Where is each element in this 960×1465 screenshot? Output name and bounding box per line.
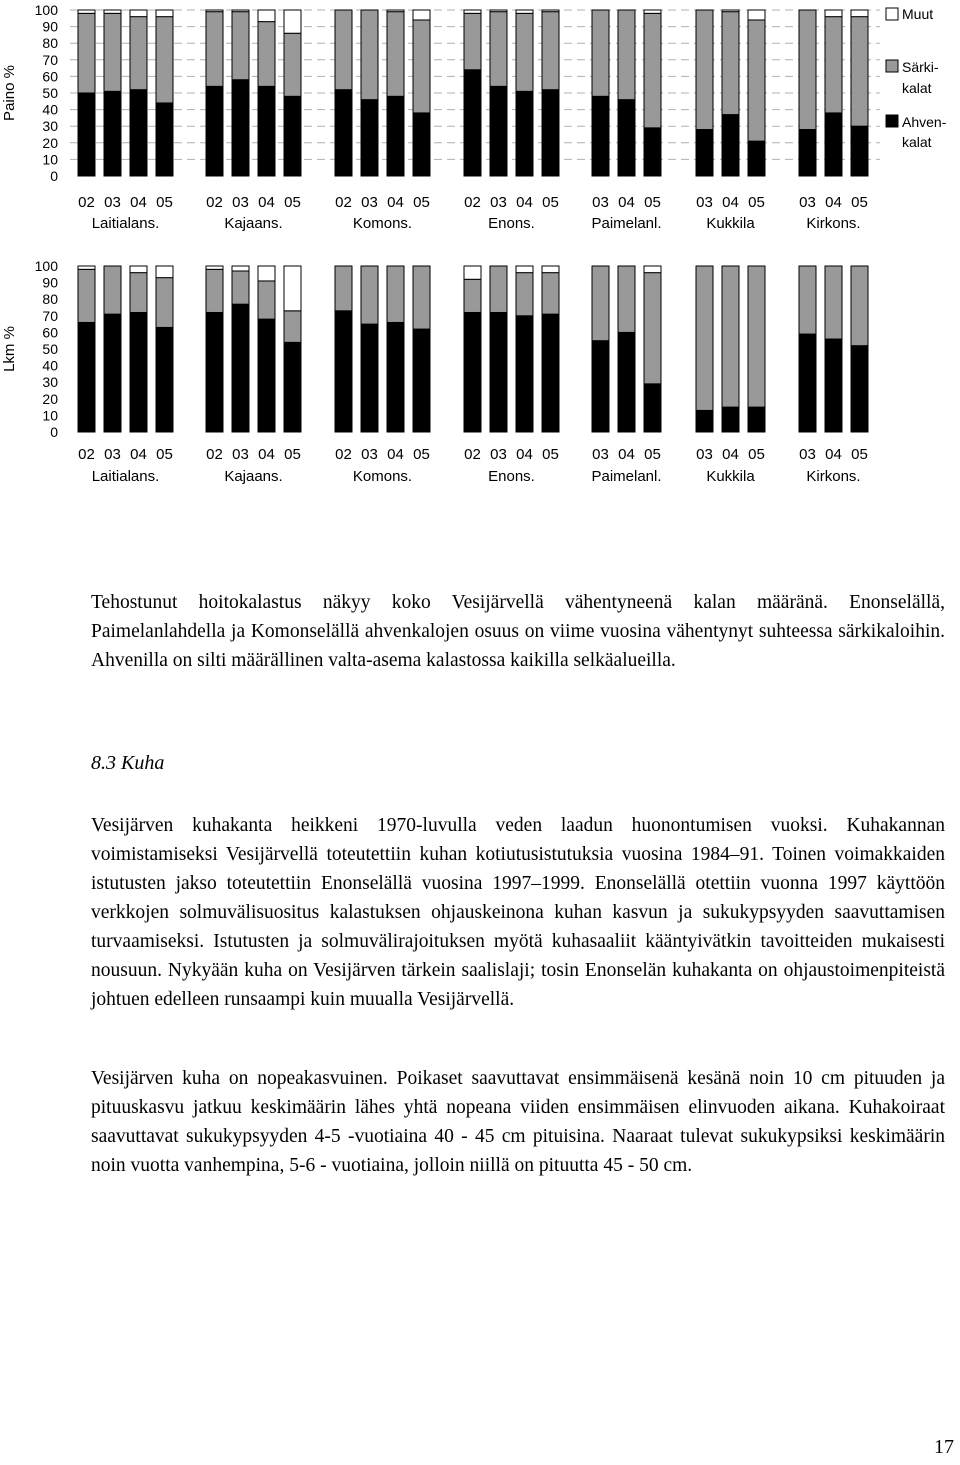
bar-sarkikalat [361,266,378,324]
bar-ahvenkalat [644,128,661,176]
bar-sarkikalat [516,273,533,316]
bar-muut [258,10,275,22]
x-tick-label-year: 02 [78,446,95,463]
bar-sarkikalat [618,10,635,100]
legend-label-muut: Muut [902,6,934,22]
x-tick-label-year: 04 [258,194,275,211]
x-group-label: Kajaans. [224,215,283,232]
legend-label-ahven-line2: kalat [902,134,932,150]
y-tick-label: 20 [42,390,58,407]
bar-muut [748,10,765,20]
bar-ahvenkalat [284,342,301,432]
bar-muut [232,266,249,271]
x-tick-label-year: 03 [799,446,816,463]
fish-composition-charts [0,0,960,500]
bar-sarkikalat [284,311,301,343]
x-tick-label-year: 04 [130,446,147,463]
bar-ahvenkalat [130,90,147,176]
paragraph-kuha-growth: Vesijärven kuha on nopeakasvuinen. Poikaset saavuttavat ensimmäisenä kesänä noin 10 cm pituuden ja pituuskasvu jatkuu keskimäärin lähes yhtä nopeana viiden ensimmäisen elinvuoden aikana. Kuhakoiraat saavuttavat sukukypsyyden 4-5 -vuotiaina 40 - 45 cm pituisina. Naaraat tulevat sukukypsiksi keskimäärin noin vuotta vanhempina, 5-6 - vuotiaina, jolloin niillä on pituutta 45 - 50 cm. [91,1068,945,1176]
bar-ahvenkalat [206,86,223,176]
bar-sarkikalat [78,13,95,93]
x-tick-label-year: 05 [413,446,430,463]
bar-sarkikalat [335,10,352,90]
bar-ahvenkalat [361,324,378,432]
paragraph-kuha-history: Vesijärven kuhakanta heikkeni 1970-luvulla veden laadun huonontumisen vuoksi. Kuhakannan voimistamiseksi Vesijärvellä toteutettiin kuhan kotiutusistutuksia vuosina 1984–91. Toinen voimakkaiden istutusten jakso toteutettiin Enonselällä vuosina 1997–1999. Enonselällä otettiin vuonna 1997 käyttöön verkkojen solmuvälisuositus kalastuksen ohjauskeinona kuhan kasvun ja sukukypsyyden saavuttamisen turvaamiseksi. Istutusten ja solmuvälirajoituksen myötä kuhasaaliit kääntyivätkin tavoitteiden mukaisesti nousuun. Nykyään kuha on Vesijärven tärkein saalislaji; tosin Enonselän kuhakanta on ohjaustoimenpiteistä johtuen edelleen runsaampi kuin muualla Vesijärvellä. [91,815,945,1010]
bar-ahvenkalat [156,327,173,432]
bar-ahvenkalat [156,103,173,176]
bar-ahvenkalat [851,346,868,432]
legend-label-ahven-line1: Ahven- [902,114,947,130]
x-tick-label-year: 03 [361,194,378,211]
bar-muut [516,266,533,273]
bar-ahvenkalat [592,96,609,176]
y-tick-label: 50 [42,85,58,101]
bar-sarkikalat [156,278,173,328]
bar-ahvenkalat [542,90,559,176]
bar-muut [490,10,507,12]
bar-ahvenkalat [104,314,121,432]
bar-sarkikalat [156,17,173,103]
bar-ahvenkalat [490,86,507,176]
bar-muut [644,266,661,273]
x-tick-label-year: 05 [542,446,559,463]
bar-ahvenkalat [464,70,481,176]
bar-muut [156,10,173,17]
x-group-label: Enons. [488,215,535,232]
y-tick-label: 80 [42,35,58,52]
bar-sarkikalat [130,273,147,313]
bar-muut [78,266,95,269]
bar-ahvenkalat [490,312,507,432]
bar-sarkikalat [104,13,121,91]
x-tick-label-year: 02 [206,446,223,463]
bar-muut [851,10,868,17]
y-tick-label: 30 [42,118,58,135]
x-tick-label-year: 02 [335,194,352,211]
section-heading-kuha: 8.3 Kuha [91,752,165,774]
x-tick-label-year: 04 [516,446,533,463]
bar-ahvenkalat [335,90,352,176]
x-tick-label-year: 02 [464,446,481,463]
bar-sarkikalat [851,266,868,346]
bar-sarkikalat [799,266,816,334]
bar-ahvenkalat [592,341,609,432]
bar-ahvenkalat [413,113,430,176]
bar-sarkikalat [722,12,739,115]
bar-sarkikalat [104,266,121,314]
x-tick-label-year: 05 [851,446,868,463]
bar-sarkikalat [490,12,507,87]
bar-ahvenkalat [206,312,223,432]
bar-ahvenkalat [696,410,713,432]
x-tick-label-year: 04 [825,446,842,463]
bar-ahvenkalat [78,93,95,176]
x-group-label: Kirkons. [806,215,861,232]
legend-swatch-muut [886,8,898,20]
bar-sarkikalat [387,12,404,97]
bar-ahvenkalat [799,334,816,432]
bar-muut [156,266,173,278]
bar-sarkikalat [542,12,559,90]
y-tick-label: 70 [42,51,58,68]
x-tick-label-year: 02 [206,194,223,211]
bar-ahvenkalat [130,312,147,432]
x-group-label: Laitialans. [91,468,160,485]
bar-muut [232,10,249,12]
bar-ahvenkalat [387,96,404,176]
y-tick-label: 40 [42,101,58,118]
bar-sarkikalat [825,266,842,339]
bar-ahvenkalat [618,100,635,176]
y-axis-label: Paino % [1,65,18,121]
bar-ahvenkalat [722,115,739,176]
x-tick-label-year: 02 [335,446,352,463]
bar-sarkikalat [696,266,713,410]
y-tick-label: 80 [42,291,58,308]
x-tick-label-year: 02 [78,194,95,211]
bar-sarkikalat [618,266,635,332]
x-tick-label-year: 05 [748,446,765,463]
bar-muut [258,266,275,281]
bar-muut [78,10,95,13]
bar-sarkikalat [748,266,765,407]
bar-sarkikalat [258,281,275,319]
bar-ahvenkalat [361,100,378,176]
x-tick-label-year: 04 [722,446,739,463]
bar-sarkikalat [799,10,816,130]
bar-sarkikalat [851,17,868,127]
x-tick-label-year: 05 [542,194,559,211]
bar-sarkikalat [232,12,249,80]
legend-label-sarki-line1: Särki- [902,59,939,75]
bar-sarkikalat [78,269,95,322]
bar-ahvenkalat [748,141,765,176]
bar-ahvenkalat [413,329,430,432]
bar-muut [464,266,481,279]
paragraph-fish-composition: Tehostunut hoitokalastus näkyy koko Vesijärvellä vähentyneenä kalan määränä. Enonselällä, Paimelanlahdella ja Komonselällä ahvenkalojen osuus on viime vuosina vähentynyt suhteessa särkikaloihin. Ahvenilla on silti määrällinen valta-asema kalastossa kaikilla selkäalueilla. [91,592,945,671]
y-tick-label: 90 [42,274,58,291]
bar-sarkikalat [542,273,559,315]
y-tick-label: 100 [34,258,58,274]
x-tick-label-year: 03 [232,194,249,211]
bar-sarkikalat [130,17,147,90]
bar-sarkikalat [490,266,507,312]
y-tick-label: 60 [42,324,58,341]
legend-swatch-ahven [886,115,898,127]
legend-swatch-sarki [886,60,898,72]
bar-muut [542,10,559,12]
x-group-label: Kajaans. [224,468,283,485]
x-tick-label-year: 03 [592,194,609,211]
bar-ahvenkalat [644,384,661,432]
bar-muut [206,266,223,269]
bar-muut [722,10,739,12]
bar-sarkikalat [284,33,301,96]
x-tick-label-year: 05 [284,194,301,211]
bar-muut [284,10,301,33]
bar-muut [644,10,661,13]
bar-ahvenkalat [696,130,713,176]
bar-ahvenkalat [618,332,635,432]
bar-sarkikalat [413,20,430,113]
bar-ahvenkalat [851,126,868,176]
y-tick-label: 100 [34,2,58,18]
y-tick-label: 50 [42,341,58,357]
chart-legend [886,6,947,150]
bar-sarkikalat [696,10,713,130]
bar-ahvenkalat [284,96,301,176]
bar-sarkikalat [387,266,404,322]
bar-muut [542,266,559,273]
bar-ahvenkalat [464,312,481,432]
bar-sarkikalat [464,279,481,312]
bar-muut [130,266,147,273]
bar-ahvenkalat [516,316,533,432]
x-tick-label-year: 05 [644,446,661,463]
bar-sarkikalat [644,13,661,128]
bar-ahvenkalat [799,130,816,176]
y-tick-label: 30 [42,374,58,391]
bar-ahvenkalat [387,322,404,432]
bar-muut [104,10,121,13]
x-tick-label-year: 04 [825,194,842,211]
bar-sarkikalat [206,269,223,312]
bar-ahvenkalat [722,407,739,432]
bar-muut [464,10,481,13]
x-tick-label-year: 02 [464,194,481,211]
x-tick-label-year: 04 [722,194,739,211]
page-number: 17 [934,1436,954,1458]
x-tick-label-year: 04 [618,194,635,211]
bar-muut [284,266,301,311]
y-axis-label: Lkm % [1,326,18,372]
bar-sarkikalat [206,12,223,87]
x-tick-label-year: 05 [748,194,765,211]
x-tick-label-year: 03 [490,194,507,211]
x-tick-label-year: 03 [799,194,816,211]
bar-ahvenkalat [232,304,249,432]
bar-sarkikalat [361,10,378,100]
bar-muut [516,10,533,13]
chart-weight-percent [1,2,880,232]
x-tick-label-year: 04 [387,446,404,463]
bar-sarkikalat [464,13,481,69]
x-tick-label-year: 05 [644,194,661,211]
y-tick-label: 0 [50,168,58,184]
bar-ahvenkalat [232,80,249,176]
bar-sarkikalat [748,20,765,141]
bar-ahvenkalat [516,91,533,176]
x-group-label: Laitialans. [91,215,160,232]
bar-ahvenkalat [258,86,275,176]
x-tick-label-year: 05 [284,446,301,463]
y-tick-label: 10 [42,407,58,424]
bar-ahvenkalat [825,339,842,432]
chart-count-percent [1,258,868,485]
bar-ahvenkalat [104,91,121,176]
bar-muut [413,10,430,20]
x-tick-label-year: 04 [387,194,404,211]
bar-ahvenkalat [748,407,765,432]
bar-sarkikalat [825,17,842,113]
x-tick-label-year: 03 [232,446,249,463]
x-tick-label-year: 04 [516,194,533,211]
x-tick-label-year: 03 [104,446,121,463]
x-tick-label-year: 04 [618,446,635,463]
x-tick-label-year: 03 [696,194,713,211]
x-tick-label-year: 05 [413,194,430,211]
bar-muut [825,10,842,17]
bar-sarkikalat [516,13,533,91]
x-tick-label-year: 03 [592,446,609,463]
x-tick-label-year: 03 [104,194,121,211]
y-tick-label: 70 [42,307,58,324]
bar-sarkikalat [232,271,249,304]
bar-ahvenkalat [258,319,275,432]
x-tick-label-year: 05 [156,446,173,463]
bar-ahvenkalat [78,322,95,432]
x-group-label: Kukkila [706,215,755,232]
bar-ahvenkalat [542,314,559,432]
bar-sarkikalat [335,266,352,311]
bar-sarkikalat [592,10,609,96]
y-tick-label: 40 [42,357,58,374]
x-tick-label-year: 03 [490,446,507,463]
x-group-label: Enons. [488,468,535,485]
y-tick-label: 60 [42,68,58,85]
x-tick-label-year: 04 [258,446,275,463]
bar-sarkikalat [258,22,275,87]
bar-muut [387,10,404,12]
bar-ahvenkalat [335,311,352,432]
y-tick-label: 10 [42,151,58,168]
bar-sarkikalat [722,266,739,407]
y-tick-label: 20 [42,134,58,151]
bar-sarkikalat [592,266,609,341]
y-tick-label: 0 [50,424,58,440]
y-tick-label: 90 [42,18,58,35]
x-tick-label-year: 05 [851,194,868,211]
legend-label-sarki-line2: kalat [902,80,932,96]
x-tick-label-year: 03 [361,446,378,463]
x-tick-label-year: 05 [156,194,173,211]
x-tick-label-year: 03 [696,446,713,463]
x-group-label: Kirkons. [806,468,861,485]
bar-ahvenkalat [825,113,842,176]
bar-sarkikalat [413,266,430,329]
x-group-label: Komons. [352,468,413,485]
bar-muut [206,10,223,12]
x-group-label: Paimelanl. [591,468,662,485]
x-group-label: Kukkila [706,468,755,485]
x-group-label: Paimelanl. [591,215,662,232]
bar-muut [130,10,147,17]
x-group-label: Komons. [352,215,413,232]
x-tick-label-year: 04 [130,194,147,211]
bar-sarkikalat [644,273,661,384]
